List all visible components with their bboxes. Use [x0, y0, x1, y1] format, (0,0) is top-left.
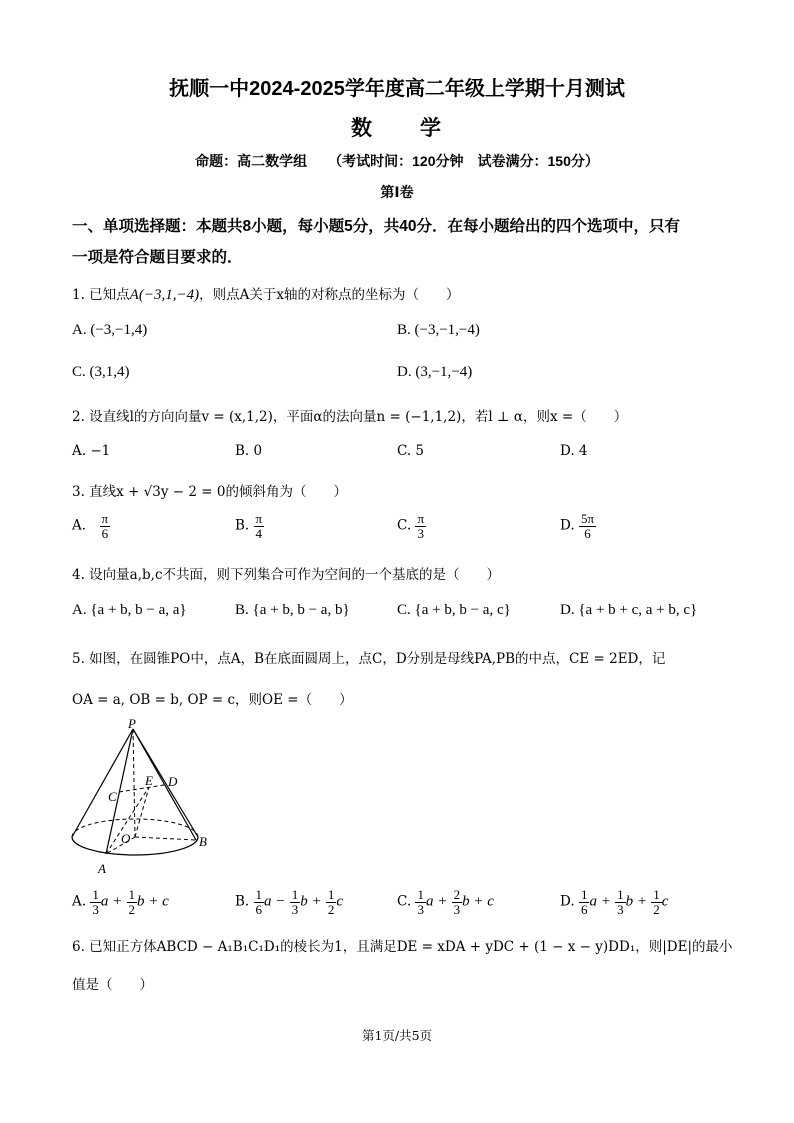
q2-option-c[interactable]: C. 5 — [397, 443, 425, 459]
label-d: D — [168, 774, 178, 789]
q2-option-b[interactable]: B. 0 — [235, 443, 263, 459]
label-e: E — [145, 773, 153, 788]
q3-option-c[interactable]: C. $\frac{\pi}{3}$ — [397, 511, 425, 541]
q3-option-b[interactable]: B. $\frac{\pi}{4}$ — [235, 511, 263, 541]
q2-option-d[interactable]: D. 4 — [560, 443, 588, 459]
q4-option-d[interactable]: D. {a + b + c, a + b, c} — [560, 602, 698, 618]
q1-option-c[interactable]: C. (3,1,4) — [72, 364, 130, 380]
q5-option-d[interactable]: D. $\frac{1}{6}$ a + $\frac{1}{3}$ b + $\frac{1}{2}$ c — [560, 887, 669, 917]
q3-option-d[interactable]: D. $\frac{5\pi}{6}$ — [560, 511, 595, 541]
exam-info: 命题：高二数学组 （考试时间：120分钟 试卷满分：150分） — [195, 153, 599, 169]
q5-option-b[interactable]: B. $\frac{1}{6}$ a − $\frac{1}{3}$ b + $\frac{1}{2}$ c — [235, 887, 344, 917]
question-5-line1: 5. 如图，在圆锥PO中，点A，B在底面圆周上，点C，D分别是母线PA,PB的中点，CE = 2ED，记 — [72, 651, 666, 667]
page-footer: 第1页/共5页 — [361, 1028, 433, 1043]
exam-title: 抚顺一中2024-2025学年度高二年级上学期十月测试 — [169, 78, 625, 100]
q5-option-a[interactable]: A. $\frac{1}{3}$ a + $\frac{1}{2}$ b + c — [72, 887, 169, 917]
label-b: B — [199, 834, 207, 849]
question-4: 4. 设向量a,b,c不共面，则下列集合可作为空间的一个基底的是（ ） — [72, 567, 501, 583]
q4-option-c[interactable]: C. {a + b, b − a, c} — [397, 602, 511, 618]
section-heading-line1: 一、单项选择题：本题共8小题，每小题5分，共40分．在每小题给出的四个选项中，只有 — [72, 218, 680, 235]
question-2: 2. 设直线l的方向向量v = (x,1,2)，平面α的法向量n = (−1,1,2)，若l ⊥ α，则x =（ ） — [72, 409, 628, 425]
volume-label: 第Ⅰ卷 — [380, 184, 414, 200]
question-6-line2: 值是（ ） — [72, 977, 153, 993]
q4-option-b[interactable]: B. {a + b, b − a, b} — [235, 602, 350, 618]
q1-option-a[interactable]: A. (−3,−1,4) — [72, 322, 148, 338]
q5-option-c[interactable]: C. $\frac{1}{3}$ a + $\frac{2}{3}$ b + c — [397, 887, 494, 917]
label-o: O — [121, 831, 131, 846]
section-heading-line2: 一项是符合题目要求的． — [72, 249, 243, 266]
q1-option-b[interactable]: B. (−3,−1,−4) — [397, 322, 480, 338]
q4-option-a[interactable]: A. {a + b, b − a, a} — [72, 602, 187, 618]
question-3: 3. 直线x + √3y − 2 = 0的倾斜角为（ ） — [72, 484, 347, 500]
q2-option-a[interactable]: A. −1 — [72, 443, 111, 459]
q1-option-d[interactable]: D. (3,−1,−4) — [397, 364, 473, 380]
cone-figure — [60, 716, 220, 881]
question-6-line1: 6. 已知正方体ABCD − A₁B₁C₁D₁的棱长为1，且满足DE = xDA + yDC + (1 − x − y)DD₁，则|DE|的最小 — [72, 939, 733, 955]
subject-title: 数 学 — [351, 117, 443, 140]
label-c: C — [108, 789, 117, 804]
question-1: 1. 已知点A(−3,1,−4)，则点A关于x轴的对称点的坐标为（ ） — [72, 287, 460, 303]
label-a: A — [98, 861, 106, 876]
label-p: P — [128, 716, 136, 731]
question-5-line2: OA = a, OB = b, OP = c，则OE =（ ） — [72, 692, 353, 708]
q3-option-a[interactable]: A． $\frac{\pi}{6}$ — [72, 511, 109, 541]
q1-point: A(−3,1,−4) — [129, 287, 200, 303]
